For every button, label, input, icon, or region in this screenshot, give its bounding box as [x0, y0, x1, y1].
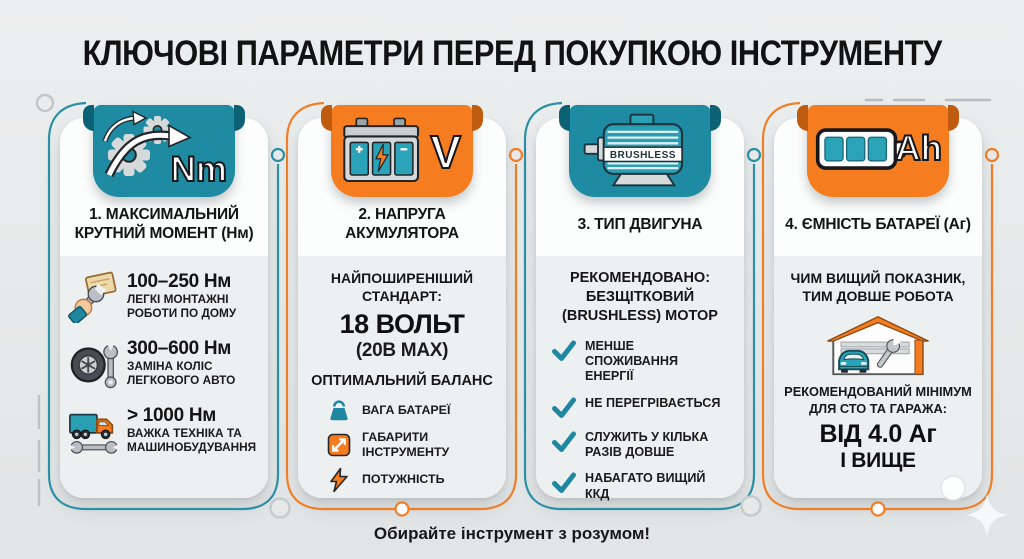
torque-value: 300–600 Нм	[127, 338, 232, 360]
card-voltage-title: 2. НАПРУГА АКУМУЛЯТОРА	[345, 206, 459, 242]
standard-note: (20В MAX)	[355, 340, 449, 362]
balance-item-label: ГАБАРИТИ ІНСТРУМЕНТУ	[362, 430, 450, 459]
ring-dot	[37, 95, 53, 111]
card-capacity-title: 4. ЄМНІСТЬ БАТАРЕЇ (Аг)	[785, 215, 971, 233]
card-motor-title: 3. ТИП ДВИГУНА	[577, 215, 703, 233]
balance-item-power	[326, 467, 478, 493]
check-icon	[552, 431, 576, 453]
benefit-row	[552, 471, 728, 502]
card-torque-title: 1. МАКСИМАЛЬНИЙ КРУТНИЙ МОМЕНТ (Нм)	[74, 206, 254, 242]
card-voltage	[298, 118, 506, 498]
balance-label: ОПТИМАЛЬНИЙ БАЛАНС	[311, 373, 493, 390]
check-icon	[552, 340, 576, 362]
capacity-min-value2: І ВИЩЕ	[840, 448, 916, 472]
standard-value: 18 ВОЛЬТ	[339, 309, 465, 340]
torque-desc: ЗАМІНА КОЛІС ЛЕГКОВОГО АВТО	[127, 359, 236, 387]
power-bolt-icon	[326, 467, 352, 493]
benefit-label: НАБАГАТО ВИЩИЙ ККД	[585, 471, 706, 501]
benefit-row	[552, 396, 728, 419]
torque-value: > 1000 Нм	[127, 405, 216, 427]
car-icon	[839, 351, 868, 373]
balance-item-dimensions	[326, 430, 478, 459]
balance-item-label: ВАГА БАТАРЕЇ	[362, 403, 451, 418]
card-torque-ribbon	[93, 105, 235, 197]
truck-wrench-icon	[68, 403, 122, 457]
ring-dot	[271, 499, 290, 518]
card-torque	[60, 118, 268, 498]
card-motor-ribbon	[569, 105, 711, 197]
unit-badge-ah: Ah	[895, 129, 942, 168]
motor-label: BRUSHLESS	[609, 150, 676, 162]
hand-wrench-plank-icon	[68, 269, 122, 323]
page-title: КЛЮЧОВІ ПАРАМЕТРИ ПЕРЕД ПОКУПКОЮ ІНСТРУМЕНТУ	[82, 34, 942, 73]
standard-label: НАЙПОШИРЕНІШИЙ СТАНДАРТ:	[330, 270, 474, 305]
torque-row-wheels	[68, 336, 260, 390]
benefit-label: НЕ ПЕРЕГРІВАЄТЬСЯ	[585, 395, 721, 410]
dimensions-icon	[326, 432, 352, 458]
torque-row-light	[68, 269, 260, 323]
card-motor	[536, 118, 744, 501]
card-capacity-body	[774, 256, 982, 498]
tire-wrench-icon	[68, 336, 122, 390]
capacity-note: ЧИМ ВИЩИЙ ПОКАЗНИК, ТИМ ДОВШЕ РОБОТА	[790, 270, 966, 305]
torque-desc: ЛЕГКІ МОНТАЖНІ РОБОТИ ПО ДОМУ	[127, 292, 237, 320]
motor-recommendation: РЕКОМЕНДОВАНО: БЕЗЩІТКОВИЙ (BRUSHLESS) МОТОР	[562, 270, 718, 324]
check-icon	[552, 472, 576, 494]
garage-car-wrench-icon	[824, 310, 932, 380]
balance-item-weight	[326, 397, 478, 423]
card-capacity-ribbon	[807, 105, 949, 197]
torque-desc: ВАЖКА ТЕХНІКА ТА МАШИНОБУДУВАННЯ	[127, 426, 257, 454]
card-motor-body	[536, 256, 744, 501]
capacity-min-value: ВІД 4.0 Аг	[819, 419, 937, 448]
car-battery-icon	[339, 115, 425, 187]
card-voltage-body	[298, 256, 506, 498]
benefit-row	[552, 430, 728, 461]
unit-badge-nm: Nm	[170, 150, 227, 189]
benefit-label: МЕНШЕ СПОЖИВАННЯ ЕНЕРГІЇ	[585, 338, 679, 384]
capacity-min-label: РЕКОМЕНДОВАНИЙ МІНІМУМ ДЛЯ СТО ТА ГАРАЖА:	[784, 384, 972, 416]
benefit-label: СЛУЖИТЬ У КІЛЬКА РАЗІВ ДОВШЕ	[585, 429, 709, 459]
torque-row-heavy	[68, 403, 260, 457]
torque-value: 100–250 Нм	[127, 271, 232, 293]
benefit-row	[552, 339, 728, 385]
card-voltage-ribbon	[331, 105, 473, 197]
unit-badge-v: V	[430, 126, 461, 178]
balance-item-label: ПОТУЖНІСТЬ	[362, 472, 445, 487]
footer-tagline: Обирайте інструмент з розумом!	[373, 524, 651, 543]
check-icon	[552, 397, 576, 419]
card-torque-body	[60, 256, 268, 498]
brushless-motor-icon	[577, 109, 703, 191]
weight-icon	[326, 397, 352, 423]
card-capacity	[774, 118, 982, 498]
ring-dot	[742, 497, 761, 516]
